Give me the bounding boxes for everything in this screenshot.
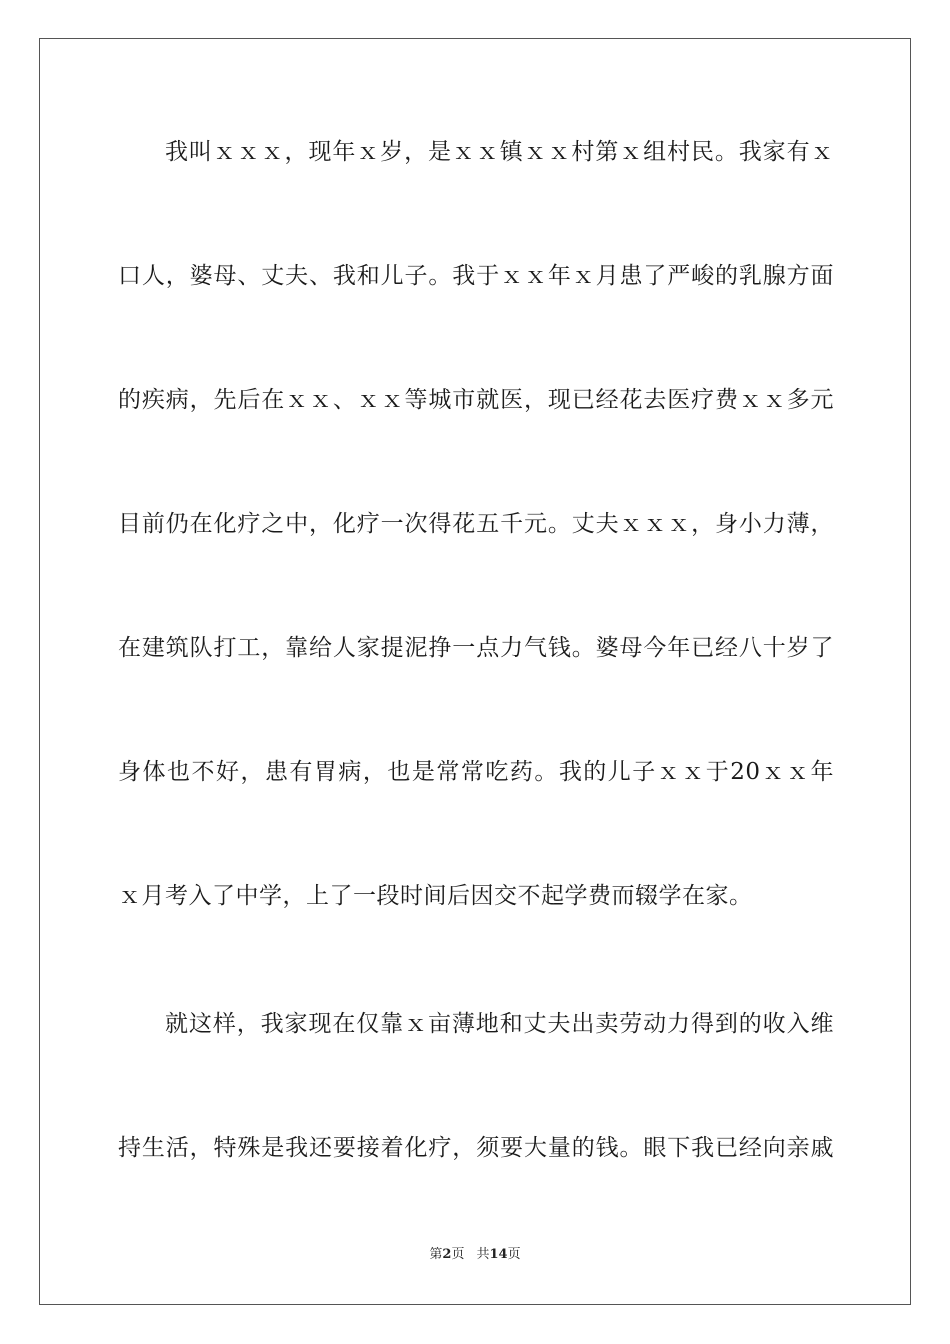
paragraph-1-line-1: 我叫ｘｘｘ，现年ｘ岁，是ｘｘ镇ｘｘ村第ｘ组村民。我家有ｘ <box>165 139 834 165</box>
page-prefix: 第 <box>429 1247 443 1262</box>
page-unit: 页 <box>451 1247 465 1262</box>
paragraph-1-line-5: 在建筑队打工，靠给人家提泥挣一点力气钱。婆母今年已经八十岁了 <box>118 635 834 661</box>
total-unit: 页 <box>507 1247 521 1262</box>
paragraph-1-line-2: 口人，婆母、丈夫、我和儿子。我于ｘｘ年ｘ月患了严峻的乳腺方面 <box>118 263 834 289</box>
page-frame <box>39 38 911 1305</box>
page-number: 2 <box>442 1247 452 1262</box>
paragraph-2-line-2: 持生活，特殊是我还要接着化疗，须要大量的钱。眼下我已经向亲戚 <box>118 1135 834 1161</box>
page-total: 14 <box>489 1247 508 1262</box>
paragraph-1-line-7: ｘ月考入了中学，上了一段时间后因交不起学费而辍学在家。 <box>118 883 753 909</box>
page-footer <box>0 1246 950 1264</box>
paragraph-1-line-3: 的疾病，先后在ｘｘ、ｘｘ等城市就医，现已经花去医疗费ｘｘ多元 <box>118 387 834 413</box>
paragraph-1-line-4: 目前仍在化疗之中，化疗一次得花五千元。丈夫ｘｘｘ，身小力薄， <box>118 511 834 537</box>
paragraph-2-line-1: 就这样，我家现在仅靠ｘ亩薄地和丈夫出卖劳动力得到的收入维 <box>165 1011 834 1037</box>
total-prefix: 共 <box>476 1247 490 1262</box>
paragraph-1-line-6: 身体也不好，患有胃病，也是常常吃药。我的儿子ｘｘ于20ｘｘ年 <box>118 759 834 785</box>
